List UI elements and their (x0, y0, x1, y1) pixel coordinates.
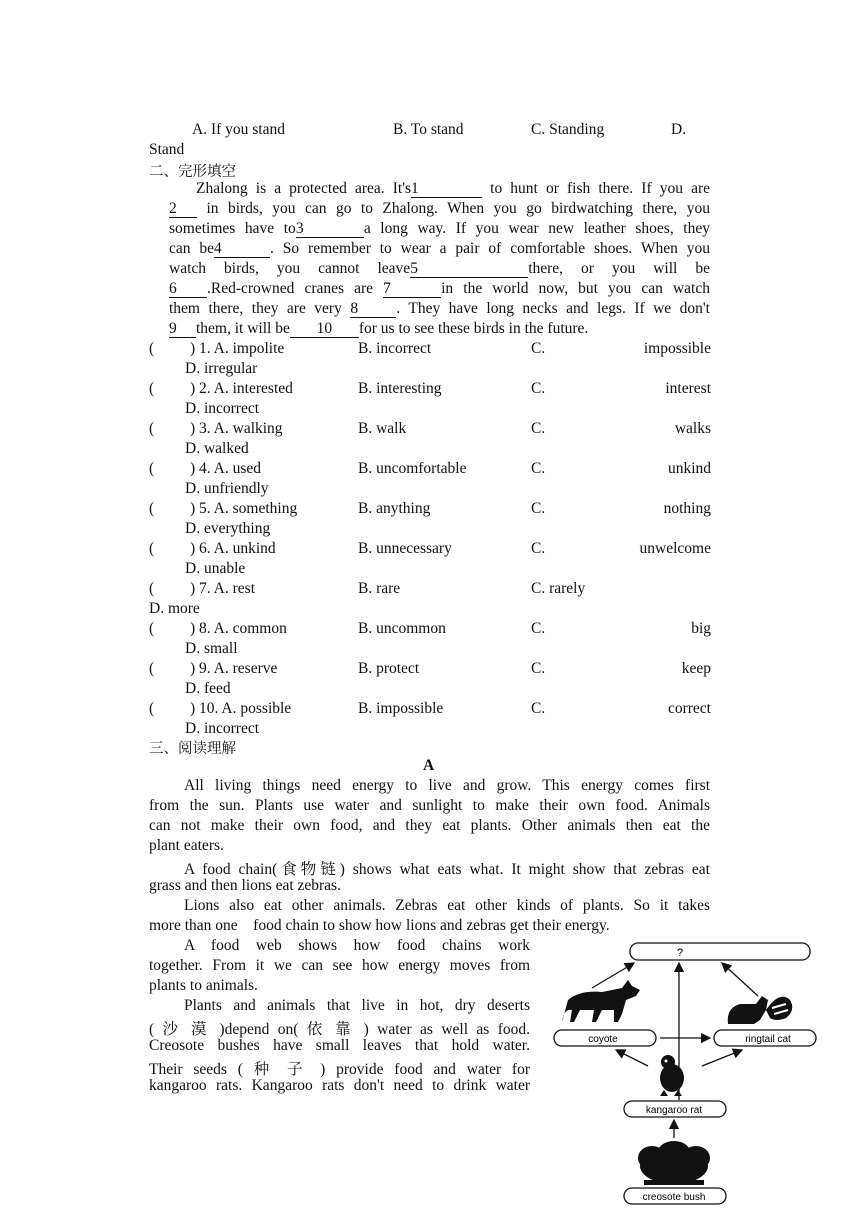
cloze-line-2: 2 in birds, you can go to Zhalong. When you go birdwatching there, you (169, 200, 710, 217)
creosote-bush-label: creosote bush (642, 1192, 706, 1203)
p3-line-2: more than one food chain to show how lions and zebras get their energy. (149, 917, 610, 934)
question-option-c-word: nothing (663, 500, 711, 517)
p1-line-3: can not make their own food, and they eat plants. Other animals then eat the (149, 817, 710, 834)
question-option-d: D. more (149, 600, 200, 617)
coyote-icon (562, 980, 640, 1022)
p5-line-3: Creosote bushes have small leaves that hold water. (149, 1037, 530, 1054)
question-paren: ( (149, 660, 155, 677)
question-option-b: B. uncommon (358, 620, 446, 637)
blank-2: 2 (169, 201, 197, 218)
question-option-d: D. incorrect (185, 400, 260, 417)
question-option-b: B. protect (358, 660, 420, 677)
question-option-c-word: big (691, 620, 711, 637)
question-option-a: ) 1. A. impolite (190, 340, 285, 357)
question-option-a: ) 2. A. interested (190, 380, 293, 397)
question-option-a: ) 4. A. used (190, 460, 262, 477)
p5-line-4: Their seeds ( 种 子 ) provide food and water for (149, 1061, 530, 1078)
question-option-a: ) 8. A. common (190, 620, 287, 637)
question-option-a: ) 7. A. rest (190, 580, 256, 597)
p1-line-2: from the sun. Plants use water and sunlight to make their own food. Animals (149, 797, 710, 814)
question-paren: ( (149, 420, 155, 437)
kangaroo-rat-label: kangaroo rat (645, 1105, 703, 1116)
arrow-rat-to-coyote (616, 1050, 648, 1066)
question-paren: ( (149, 500, 155, 517)
question-option-c: C. (531, 700, 546, 717)
question-option-d: D. incorrect (185, 720, 260, 737)
question-option-b: B. interesting (358, 380, 442, 397)
p1-line-1: All living things need energy to live and grow. This energy comes first (184, 777, 710, 794)
question-paren: ( (149, 620, 155, 637)
question-option-d: D. unable (185, 560, 246, 577)
prev-option-b: B. To stand (393, 121, 464, 138)
question-option-a: ) 6. A. unkind (190, 540, 276, 557)
question-paren: ( (149, 580, 155, 597)
blank-6: 6 (169, 281, 207, 298)
p5-line-1: Plants and animals that live in hot, dry deserts (184, 997, 530, 1014)
question-option-c-word: impossible (643, 340, 711, 357)
blank-8: 8 (350, 301, 396, 318)
cloze-line-5: watch birds, you cannot leave5 there, or you will be (169, 260, 710, 277)
question-option-a: ) 3. A. walking (190, 420, 283, 437)
arrow-ringtail-to-top (722, 963, 758, 996)
blank-10: 10 (290, 321, 359, 338)
question-option-d: D. small (185, 640, 238, 657)
p2-line-1: A food chain(食物链) shows what eats what. It might show that zebras eat (184, 861, 710, 878)
section-title-reading: 三、阅读理解 (149, 741, 236, 757)
question-option-c: C. (531, 420, 546, 437)
cloze-line-3: sometimes have to3 a long way. If you wear new leather shoes, they (169, 220, 710, 237)
p5-line-5: kangaroo rats. Kangaroo rats don't need to drink water (149, 1077, 530, 1094)
question-paren: ( (149, 460, 155, 477)
creosote-bush-icon (638, 1141, 710, 1185)
question-option-b: B. impossible (358, 700, 444, 717)
question-option-b: B. incorrect (358, 340, 432, 357)
blank-3: 3 (296, 221, 364, 238)
blank-7: 7 (383, 281, 441, 298)
question-option-c: C. (531, 620, 546, 637)
p4-line-2: together. From it we can see how energy moves from (149, 957, 530, 974)
prev-option-d: D. (671, 121, 687, 138)
question-option-b: B. uncomfortable (358, 460, 467, 477)
question-option-b: B. anything (358, 500, 431, 517)
question-paren: ( (149, 380, 155, 397)
p2-line-2: grass and then lions eat zebras. (149, 877, 341, 894)
question-option-c: C. (531, 540, 546, 557)
question-option-c-word: correct (667, 700, 711, 717)
question-option-c: C. (531, 660, 546, 677)
prev-option-a: A. If you stand (192, 121, 285, 138)
top-label: ? (676, 947, 684, 959)
question-option-c-word: walks (674, 420, 711, 437)
question-option-b: B. unnecessary (358, 540, 452, 557)
question-option-a: ) 9. A. reserve (190, 660, 278, 677)
food-web-diagram (540, 930, 830, 1212)
ringtail-label: ringtail cat (745, 1034, 791, 1045)
cloze-line-4: can be4 . So remember to wear a pair of comfortable shoes. When you (169, 240, 711, 257)
blank-9: 9 (169, 321, 196, 338)
question-option-c: C. (531, 500, 546, 517)
question-paren: ( (149, 540, 155, 557)
question-option-c-word: keep (681, 660, 711, 677)
question-option-c-word: unwelcome (639, 540, 711, 557)
question-option-b: B. rare (358, 580, 401, 597)
question-option-c: C. rarely (531, 580, 586, 597)
question-option-c: C. (531, 340, 546, 357)
cloze-line-8: 9 them, it will be 10 for us to see these birds in the future. (169, 320, 589, 337)
question-option-d: D. everything (185, 520, 271, 537)
blank-1: 1 (411, 181, 482, 198)
question-paren: ( (149, 340, 155, 357)
prev-option-d-text: Stand (149, 141, 185, 158)
question-option-c: C. (531, 460, 546, 477)
top-box (630, 943, 810, 960)
blank-4: 4 (214, 241, 270, 258)
arrow-rat-to-ringtail (702, 1050, 742, 1066)
coyote-label: coyote (588, 1034, 618, 1045)
question-option-d: D. irregular (185, 360, 258, 377)
p1-line-4: plant eaters. (149, 837, 224, 854)
p5-line-2: ( 沙 漠 )depend on( 依 靠 ) water as well as food. (149, 1021, 530, 1038)
question-option-d: D. walked (185, 440, 249, 457)
p4-line-3: plants to animals. (149, 977, 258, 994)
ringtail-cat-icon (728, 996, 793, 1024)
question-option-a: ) 10. A. possible (190, 700, 292, 717)
blank-5: 5 (410, 261, 528, 278)
question-option-a: ) 5. A. something (190, 500, 298, 517)
prev-option-c: C. Standing (531, 121, 605, 138)
cloze-line-1: Zhalong is a protected area. It's1 to hunt or fish there. If you are (196, 180, 710, 197)
question-option-b: B. walk (358, 420, 407, 437)
cloze-line-7: them there, they are very 8 . They have long necks and legs. If we don't (169, 300, 710, 317)
p4-line-1: A food web shows how food chains work (184, 937, 530, 954)
question-option-c-word: interest (665, 380, 711, 397)
question-option-c: C. (531, 380, 546, 397)
question-option-d: D. unfriendly (185, 480, 269, 497)
question-paren: ( (149, 700, 155, 717)
section-title-cloze: 二、完形填空 (149, 164, 236, 180)
cloze-line-6: 6 .Red-crowned cranes are 7 in the world now, but you can watch (169, 280, 710, 297)
question-option-d: D. feed (185, 680, 231, 697)
p3-line-1: Lions also eat other animals. Zebras eat other kinds of plants. So it takes (184, 897, 710, 914)
kangaroo-rat-icon (660, 1055, 684, 1096)
passage-label: A (423, 757, 435, 774)
question-option-c-word: unkind (667, 460, 711, 477)
